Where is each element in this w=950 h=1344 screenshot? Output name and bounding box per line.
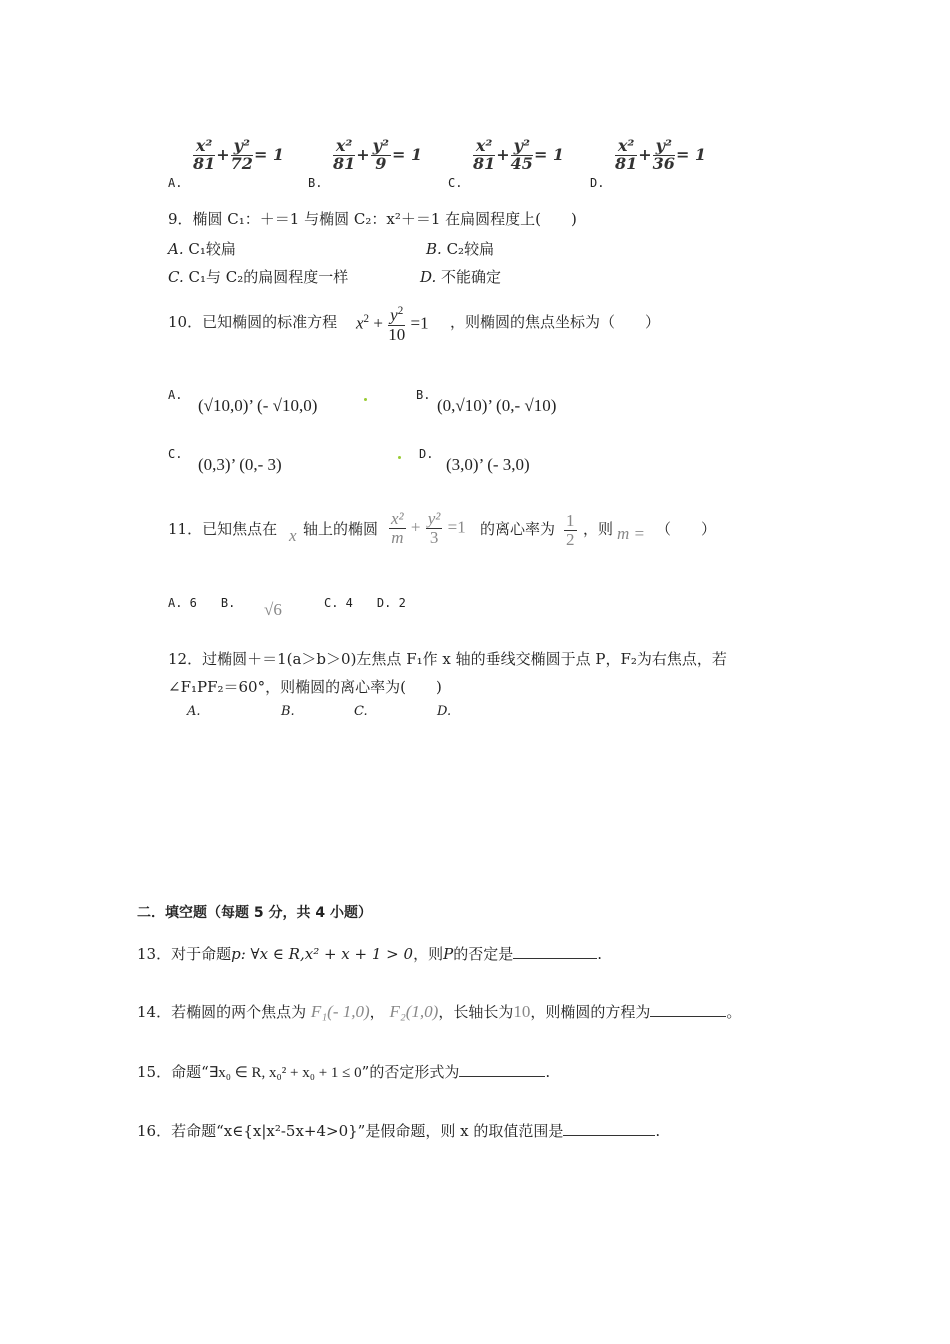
q10-option-a-label: A. — [168, 388, 183, 402]
q11-f1-den: m — [391, 527, 404, 547]
q8-option-equation — [472, 138, 564, 173]
q8-y2: y² — [653, 138, 675, 156]
q9-option-d-letter: D. — [420, 268, 437, 286]
q8-plus: + — [638, 144, 652, 164]
q15-answer-blank[interactable] — [459, 1062, 545, 1077]
q8-eq: = 1 — [253, 144, 285, 164]
q11-f2-num: y² — [427, 509, 441, 528]
q11-ellipse-eq — [388, 510, 466, 547]
q9-option-b — [426, 238, 494, 259]
q11-options-cd: C. 4 D. 2 — [324, 596, 406, 610]
q11-e-den: 2 — [566, 529, 575, 549]
q10-option-b-label: B. — [416, 388, 431, 402]
q8-x2: x² — [473, 138, 495, 156]
q9-option-c-text: C₁与 C₂的扁圆程度一样 — [188, 268, 349, 286]
q8-option-label: D. — [590, 176, 605, 190]
q16-text: 16．若命题“x∈{x|x²-5x+4>0}”是假命题，则 x 的取值范围是 — [137, 1122, 564, 1140]
q8-x2: x² — [615, 138, 637, 156]
q9-option-d — [420, 266, 501, 287]
q16-end: . — [655, 1122, 661, 1140]
q8-y2: y² — [231, 138, 253, 156]
q8-eq: = 1 — [391, 144, 423, 164]
q8-option-equation — [614, 138, 706, 173]
q10-eq-x: x — [356, 313, 364, 333]
q10-option-a-value: (√10,0)’ (- √10,0) — [198, 396, 318, 415]
q8-y2-den: 9 — [375, 153, 387, 173]
q10-option-b-value: (0,√10)’ (0,- √10) — [437, 396, 557, 415]
q11-option-b-value: √6 — [264, 600, 282, 619]
q9-stem: 9．椭圆 C₁：＋＝1 与椭圆 C₂：x²＋＝1 在扁圆程度上( ) — [168, 210, 577, 228]
q8-y2: y² — [511, 138, 533, 156]
q10-equation: $x^2$ + $\frac{y^2}{10}$ =1 — [356, 305, 429, 344]
q13-p: P — [443, 945, 454, 963]
q8-option-label: A. — [168, 176, 183, 190]
q11-eq: =1 — [447, 517, 466, 537]
q12-line1: 12．过椭圆＋＝1(a＞b＞0)左焦点 F₁作 x 轴的垂线交椭圆于点 P，F₂为右焦点，若 — [168, 650, 727, 668]
q8-plus: + — [216, 144, 230, 164]
q15-end: . — [545, 1063, 551, 1081]
q8-eq: = 1 — [675, 144, 707, 164]
q8-y2-den: 36 — [652, 153, 675, 173]
q11-mid2: 的离心率为 — [480, 520, 556, 538]
q8-option-equation — [332, 138, 422, 173]
q8-x2-den: 81 — [473, 153, 496, 173]
q11-e-num: 1 — [566, 511, 575, 530]
q10-option-c-value: (0,3)’ (0,- 3) — [198, 455, 282, 474]
q8-plus: + — [496, 144, 510, 164]
q14-line — [137, 1001, 741, 1022]
q11-m-eq: m = — [617, 524, 645, 543]
q13-proposition: p: ∀x ∈ R,x² + x + 1 > 0 — [231, 945, 414, 963]
q11-mid: 轴上的椭圆 — [303, 520, 379, 538]
q11-f1-num: x² — [391, 509, 404, 528]
q9-option-a — [168, 238, 236, 259]
q8-x2-den: 81 — [615, 153, 638, 173]
q8-x2: x² — [333, 138, 355, 156]
q11-prefix: 11．已知焦点在 — [168, 520, 278, 538]
q14-focus-2: F₂(1,0) — [389, 1002, 439, 1021]
q12-option-label: C. — [354, 704, 368, 719]
q11-paren: （ ） — [656, 520, 717, 538]
q14-end: 。 — [726, 1003, 742, 1021]
q10-option-c-label: C. — [168, 447, 183, 461]
q12-option-label: D. — [437, 704, 452, 719]
q10-stem-suffix: ，则椭圆的焦点坐标为（ ） — [450, 313, 661, 331]
q15-expression: ∃x₀ ∈ R, x₀² + x₀ + 1 ≤ 0 — [208, 1065, 362, 1081]
q14-focus-1: F₁(- 1,0) — [310, 1002, 370, 1021]
q11-plus: + — [410, 517, 421, 537]
q8-x2-den: 81 — [333, 153, 356, 173]
q15-prefix: 15．命题“ — [137, 1063, 209, 1081]
q8-x2-den: 81 — [193, 153, 216, 173]
q15-post: ”的否定形式为 — [361, 1063, 460, 1081]
q11-mid3: ，则 — [583, 520, 614, 538]
q13-post: 的否定是 — [453, 945, 514, 963]
q14-post: ，则椭圆的方程为 — [530, 1003, 651, 1021]
q10-eq-num: y — [390, 305, 398, 325]
q9-option-d-text: 不能确定 — [441, 268, 502, 286]
q8-option-label: B. — [308, 176, 323, 190]
q11-options-ab: A. 6 B. — [168, 596, 236, 610]
green-mark — [398, 456, 401, 459]
q8-y2-den: 45 — [510, 153, 533, 173]
q9-option-a-text: C₁较扁 — [188, 240, 236, 258]
q15-line — [137, 1061, 550, 1082]
q9-option-b-text: C₂较扁 — [446, 240, 495, 258]
q8-eq: = 1 — [533, 144, 565, 164]
q10-option-d-label: D. — [419, 447, 434, 461]
q11-var-x: x — [289, 526, 297, 545]
q9-option-b-letter: B. — [426, 240, 442, 258]
q13-prefix: 13．对于命题 — [137, 945, 232, 963]
q14-length: 10 — [513, 1002, 531, 1021]
q12-line2: ∠F₁PF₂＝60°，则椭圆的离心率为( ) — [168, 678, 442, 696]
q11-eccentricity — [563, 512, 578, 549]
q8-option-label: C. — [448, 176, 463, 190]
q14-prefix: 14．若椭圆的两个焦点为 — [137, 1003, 307, 1021]
q16-answer-blank[interactable] — [563, 1121, 655, 1136]
q14-sep: ， — [369, 1003, 385, 1021]
q10-eq-plus: + — [373, 313, 383, 333]
q10-stem-prefix: 10．已知椭圆的标准方程 — [168, 313, 338, 331]
q8-y2-den: 72 — [230, 153, 253, 173]
q14-mid: ，长轴长为 — [438, 1003, 514, 1021]
q13-line — [137, 943, 602, 964]
q12-option-label: A. — [187, 704, 201, 719]
green-mark — [364, 398, 367, 401]
q8-option-equation — [192, 138, 284, 173]
q8-y2: y² — [372, 136, 389, 155]
q13-answer-blank[interactable] — [513, 944, 597, 959]
section-2-heading: 二．填空题（每题 5 分，共 4 小题） — [137, 905, 372, 921]
q8-plus: + — [356, 144, 370, 164]
q9-option-a-letter: A. — [168, 240, 184, 258]
q14-answer-blank[interactable] — [650, 1002, 726, 1017]
q11-f2-den: 3 — [429, 527, 439, 547]
q12-option-label: B. — [281, 704, 295, 719]
q9-option-c — [168, 266, 348, 287]
q13-end: . — [597, 945, 602, 963]
q10-eq-den: 10 — [388, 324, 406, 344]
q10-eq-rhs: =1 — [410, 313, 429, 333]
q9-option-c-letter: C. — [168, 268, 184, 286]
q10-option-d-value: (3,0)’ (- 3,0) — [446, 455, 530, 474]
q13-mid: ，则 — [413, 945, 444, 963]
q16-line — [137, 1120, 660, 1141]
q8-x2: x² — [193, 138, 215, 156]
